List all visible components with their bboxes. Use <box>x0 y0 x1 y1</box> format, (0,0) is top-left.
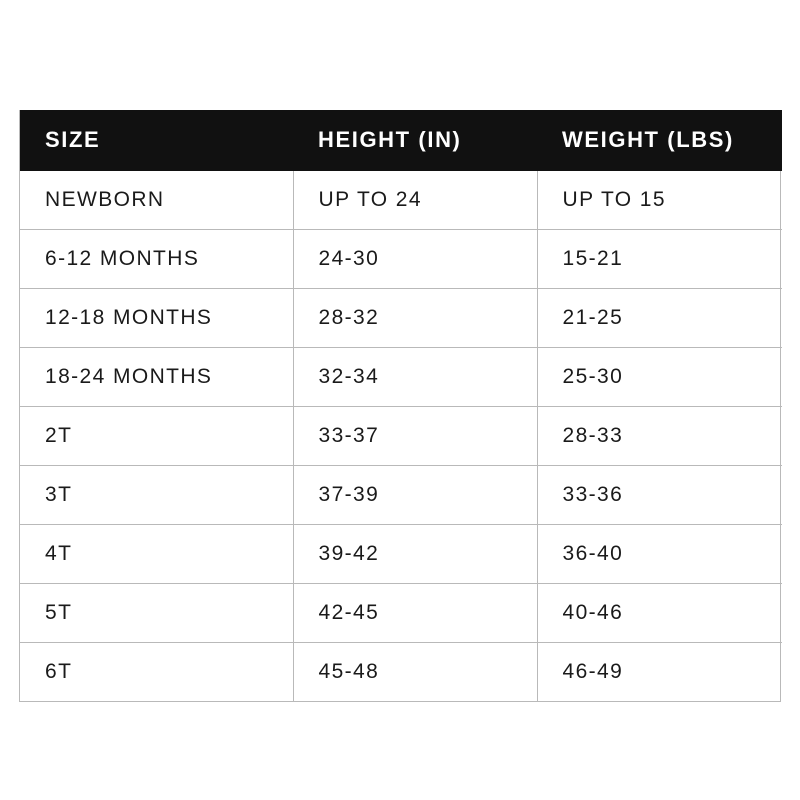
table-row <box>20 171 782 230</box>
cell-height: 42-45 <box>293 584 537 643</box>
table-row <box>20 230 782 289</box>
column-header-size: SIZE <box>20 110 293 171</box>
cell-size: 3T <box>20 466 293 525</box>
cell-height: 39-42 <box>293 525 537 584</box>
cell-height: 24-30 <box>293 230 537 289</box>
table-row <box>20 466 782 525</box>
cell-weight: 40-46 <box>537 584 782 643</box>
cell-size: 6T <box>20 643 293 702</box>
cell-size: 5T <box>20 584 293 643</box>
table-row <box>20 407 782 466</box>
cell-height: 32-34 <box>293 348 537 407</box>
cell-height: UP TO 24 <box>293 171 537 230</box>
table-header <box>20 110 782 171</box>
cell-height: 37-39 <box>293 466 537 525</box>
column-header-weight: WEIGHT (LBS) <box>537 110 782 171</box>
size-chart-table <box>20 110 782 701</box>
cell-size: 2T <box>20 407 293 466</box>
cell-height: 33-37 <box>293 407 537 466</box>
cell-weight: 33-36 <box>537 466 782 525</box>
column-header-height: HEIGHT (IN) <box>293 110 537 171</box>
size-chart-container <box>19 110 781 702</box>
cell-weight: 25-30 <box>537 348 782 407</box>
table-row <box>20 643 782 702</box>
cell-weight: 15-21 <box>537 230 782 289</box>
cell-height: 28-32 <box>293 289 537 348</box>
cell-weight: UP TO 15 <box>537 171 782 230</box>
cell-size: 12-18 MONTHS <box>20 289 293 348</box>
table-row <box>20 584 782 643</box>
cell-size: 4T <box>20 525 293 584</box>
table-body <box>20 171 782 701</box>
table-header-row <box>20 110 782 171</box>
table-row <box>20 348 782 407</box>
cell-size: 6-12 MONTHS <box>20 230 293 289</box>
cell-height: 45-48 <box>293 643 537 702</box>
table-row <box>20 289 782 348</box>
cell-weight: 46-49 <box>562 660 624 683</box>
cell-weight: 28-33 <box>537 407 782 466</box>
cell-size: NEWBORN <box>20 171 293 230</box>
cell-weight: 21-25 <box>537 289 782 348</box>
cell-weight: 36-40 <box>537 525 782 584</box>
table-row <box>20 525 782 584</box>
cell-size: 18-24 MONTHS <box>20 348 293 407</box>
